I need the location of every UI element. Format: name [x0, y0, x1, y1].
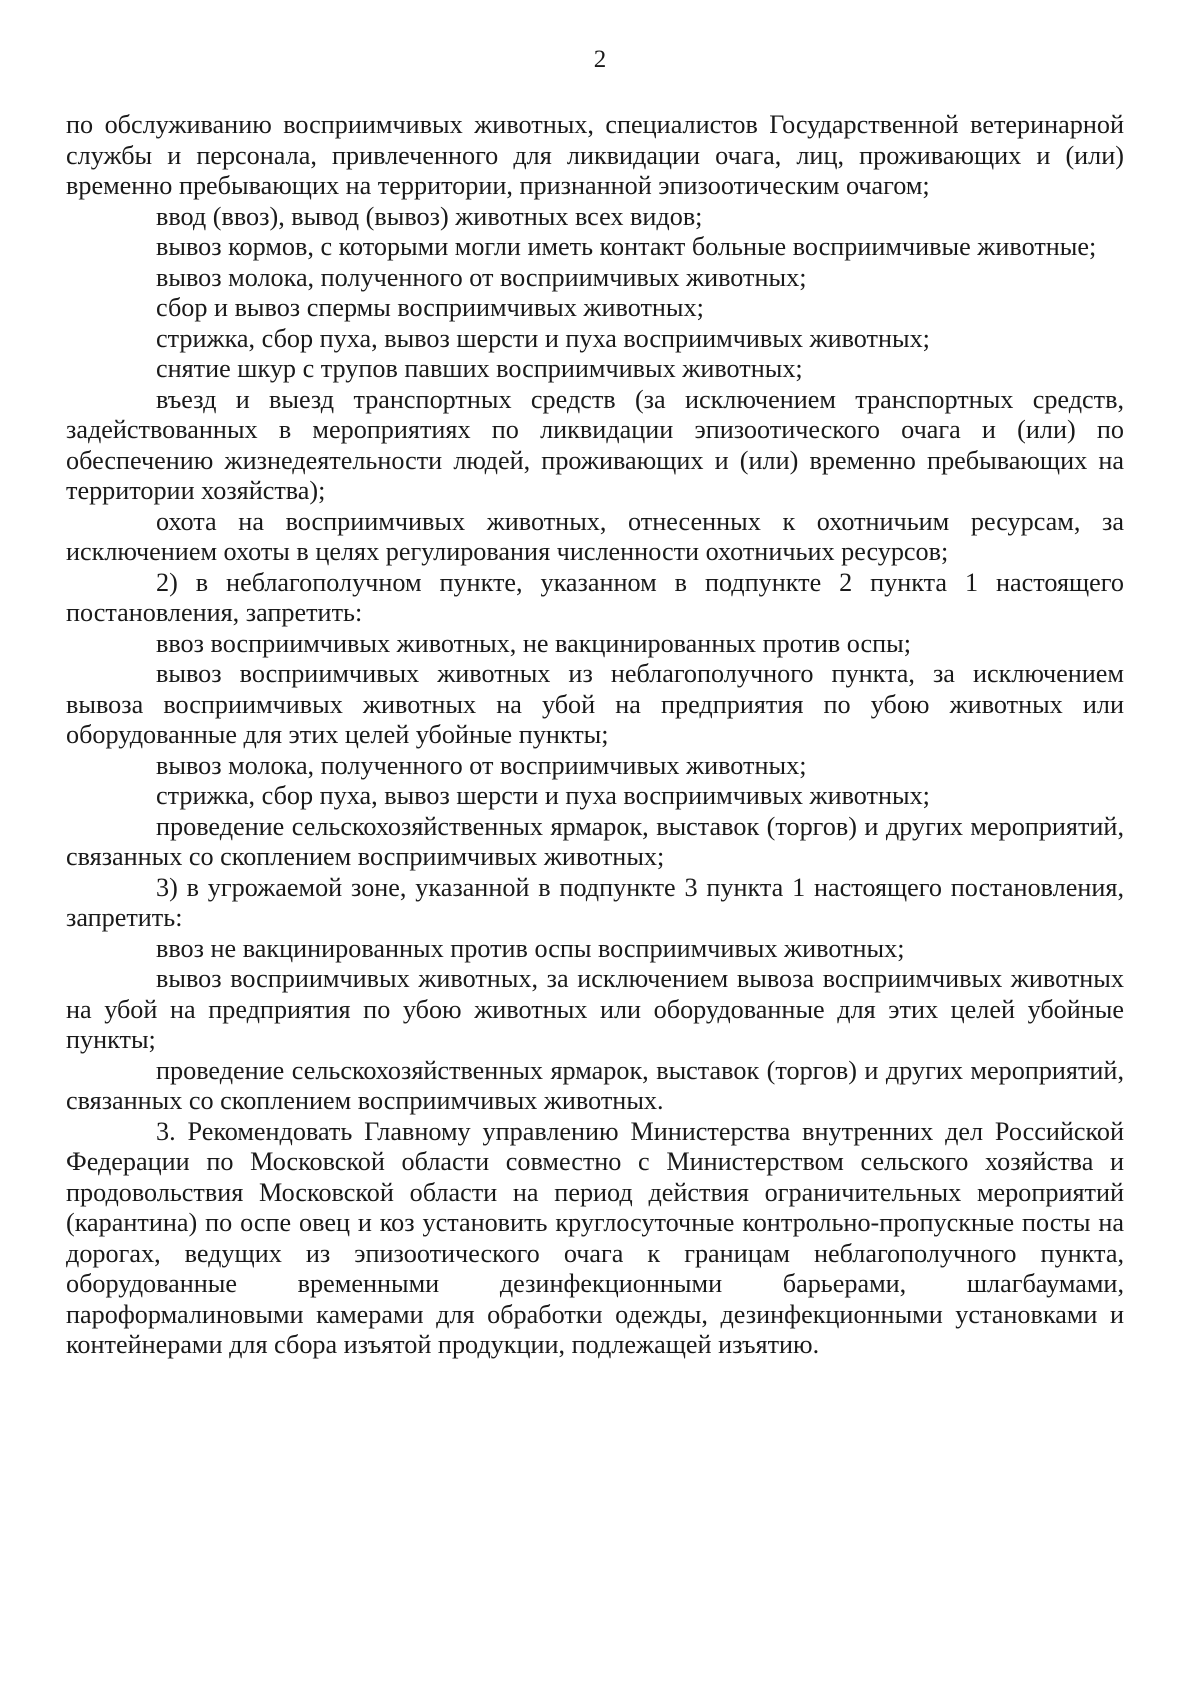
- paragraph-item: вывоз кормов, с которыми могли иметь контакт больные восприимчивые животные;: [156, 232, 1097, 261]
- document-body: [66, 110, 1124, 1361]
- paragraph-item: проведение сельскохозяйственных ярмарок, выставок (торгов) и других мероприятий, связанных со скоплением восприимчивых животных.: [66, 1055, 1124, 1115]
- paragraph-item: охота на восприимчивых животных, отнесенных к охотничьим ресурсам, за исключением охоты в целях регулирования численности охотничьих ресурсов;: [66, 506, 1124, 566]
- paragraph-item: вывоз восприимчивых животных из неблагополучного пункта, за исключением вывоза восприимчивых животных на убой на предприятия по убою животных или оборудованные для этих целей убойные пункты;: [66, 659, 1124, 749]
- section-paragraph: 3. Рекомендовать Главному управлению Министерства внутренних дел Российской Федерации по Московской области совместно с Министерством сельского хозяйства и продовольствия Московской области на период действия ограничительных мероприятий (карантина) по оспе овец и коз установить круглосуточные контрольно-пропускные посты на дорогах, ведущих из эпизоотического очага к границам неблагополучного пункта, оборудованные временными дезинфекционными барьерами, шлагбаумами, пароформалиновыми камерами для обработки одежды, дезинфекционными установками и контейнерами для сбора изъятой продукции, подлежащей изъятию.: [66, 1116, 1124, 1359]
- subsection-heading: 2) в неблагополучном пункте, указанном в подпункте 2 пункта 1 настоящего постановления, запретить:: [66, 567, 1124, 627]
- paragraph-continuation: по обслуживанию восприимчивых животных, специалистов Государственной ветеринарной службы и персонала, привлеченного для ликвидации очага, лиц, проживающих и (или) временно пребывающих на территории, признанной эпизоотическим очагом;: [66, 110, 1124, 200]
- paragraph-item: стрижка, сбор пуха, вывоз шерсти и пуха восприимчивых животных;: [156, 323, 930, 353]
- paragraph-item: снятие шкур с трупов павших восприимчивых животных;: [156, 354, 803, 383]
- paragraph-item: вывоз молока, полученного от восприимчивых животных;: [156, 750, 807, 780]
- paragraph-item: сбор и вывоз спермы восприимчивых животных;: [156, 293, 704, 322]
- paragraph-item: ввоз восприимчивых животных, не вакцинированных против оспы;: [156, 628, 912, 658]
- paragraph-item: ввод (ввоз), вывод (вывоз) животных всех видов;: [156, 201, 703, 231]
- paragraph-item: ввоз не вакцинированных против оспы восприимчивых животных;: [156, 933, 905, 963]
- paragraph-item: вывоз молока, полученного от восприимчивых животных;: [156, 262, 807, 292]
- paragraph-item: вывоз восприимчивых животных, за исключением вывоза восприимчивых животных на убой на предприятия по убою животных или оборудованные для этих целей убойные пункты;: [66, 964, 1124, 1054]
- paragraph-item: въезд и выезд транспортных средств (за исключением транспортных средств, задействованных в мероприятиях по ликвидации эпизоотического очага и (или) по обеспечению жизнедеятельности людей, проживающих и (или) временно пребывающих на территории хозяйства);: [66, 384, 1124, 505]
- page-number: 2: [593, 46, 607, 73]
- paragraph-item: стрижка, сбор пуха, вывоз шерсти и пуха восприимчивых животных;: [156, 781, 930, 810]
- subsection-heading: 3) в угрожаемой зоне, указанной в подпункте 3 пункта 1 настоящего постановления, запретить:: [66, 872, 1124, 932]
- paragraph-item: проведение сельскохозяйственных ярмарок, выставок (торгов) и других мероприятий, связанных со скоплением восприимчивых животных;: [66, 811, 1124, 871]
